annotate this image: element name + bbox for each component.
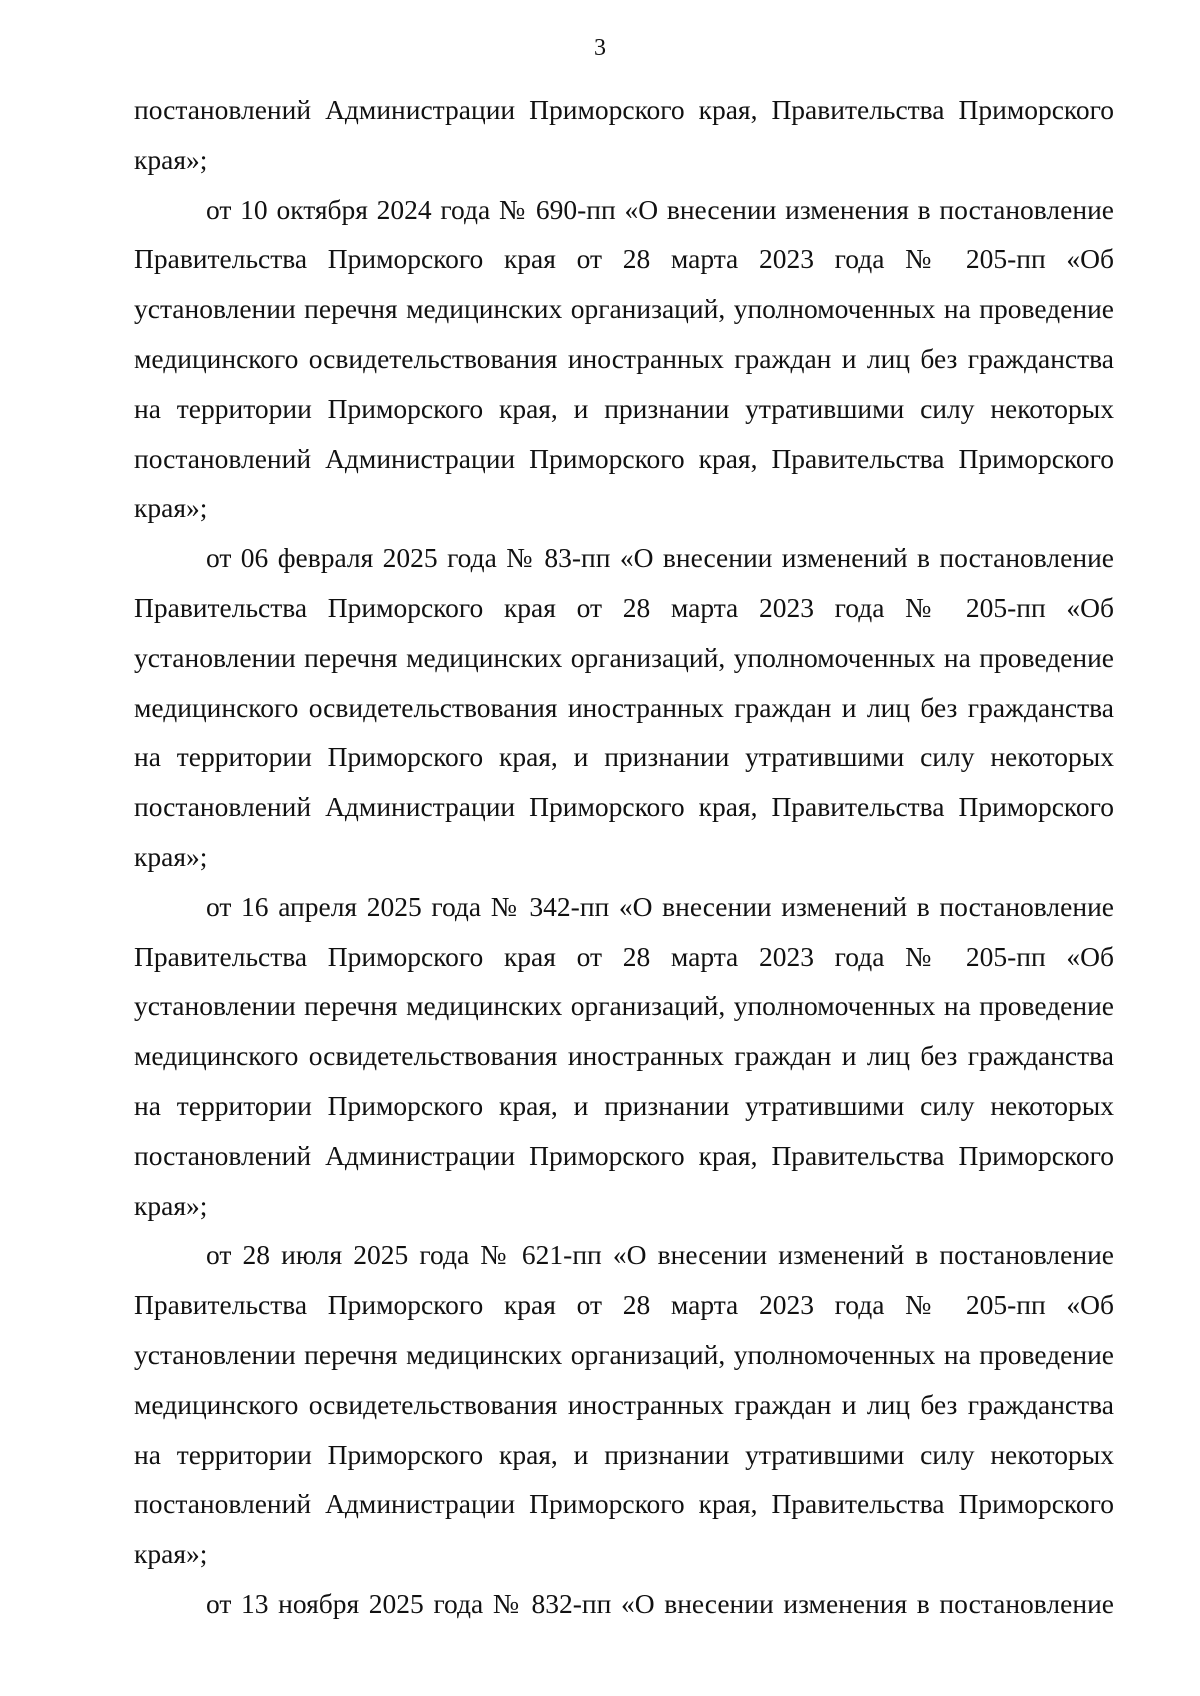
text-line: установлении перечня медицинских организаций, уполномоченных на проведение (134, 293, 1114, 325)
text-line: края»; (134, 492, 208, 524)
text-line: Правительства Приморского края от 28 марта 2023 года № 205-пп «Об (134, 1289, 1114, 1321)
text-line: постановлений Администрации Приморского края, Правительства Приморского (134, 94, 1114, 125)
text-line: Правительства Приморского края от 28 марта 2023 года № 205-пп «Об (134, 592, 1114, 623)
text-line: на территории Приморского края, и признании утратившими силу некоторых (134, 741, 1114, 773)
text-line: постановлений Администрации Приморского края, Правительства Приморского (134, 1139, 1114, 1171)
text-line: на территории Приморского края, и признании утратившими силу некоторых (134, 392, 1114, 424)
text-line: на территории Приморского края, и признании утратившими силу некоторых (134, 1438, 1114, 1470)
text-line: постановлений Администрации Приморского края, Правительства Приморского (134, 791, 1114, 823)
text-line: на территории Приморского края, и признании утратившими силу некоторых (134, 1090, 1114, 1121)
text-line: от 06 февраля 2025 года № 83-пп «О внесении изменений в постановление (206, 542, 1114, 574)
text-line: Правительства Приморского края от 28 марта 2023 года № 205-пп «Об (134, 243, 1114, 275)
text-line: установлении перечня медицинских организаций, уполномоченных на проведение (134, 1339, 1114, 1370)
text-line: края»; (134, 1189, 208, 1221)
text-line: медицинского освидетельствования иностранных граждан и лиц без гражданства (134, 1040, 1114, 1072)
text-line: от 10 октября 2024 года № 690-пп «О внесении изменения в постановление (206, 193, 1114, 225)
text-line: постановлений Администрации Приморского края, Правительства Приморского (134, 442, 1114, 474)
text-line: Правительства Приморского края от 28 марта 2023 года № 205-пп «Об (134, 940, 1114, 972)
text-line: края»; (134, 143, 208, 175)
page-number: 3 (594, 35, 606, 61)
text-line: постановлений Администрации Приморского края, Правительства Приморского (134, 1488, 1114, 1520)
text-line: от 13 ноября 2025 года № 832-пп «О внесении изменения в постановление (206, 1588, 1114, 1619)
text-line: установлении перечня медицинских организаций, уполномоченных на проведение (134, 641, 1114, 673)
text-line: от 28 июля 2025 года № 621-пп «О внесении изменений в постановление (206, 1239, 1114, 1271)
text-line: от 16 апреля 2025 года № 342-пп «О внесении изменений в постановление (206, 890, 1114, 922)
text-line: края»; (134, 1538, 208, 1570)
text-line: медицинского освидетельствования иностранных граждан и лиц без гражданства (134, 343, 1114, 374)
text-line: медицинского освидетельствования иностранных граждан и лиц без гражданства (134, 691, 1114, 723)
text-line: медицинского освидетельствования иностранных граждан и лиц без гражданства (134, 1388, 1114, 1420)
text-line: края»; (134, 841, 208, 872)
text-line: установлении перечня медицинских организаций, уполномоченных на проведение (134, 990, 1114, 1022)
